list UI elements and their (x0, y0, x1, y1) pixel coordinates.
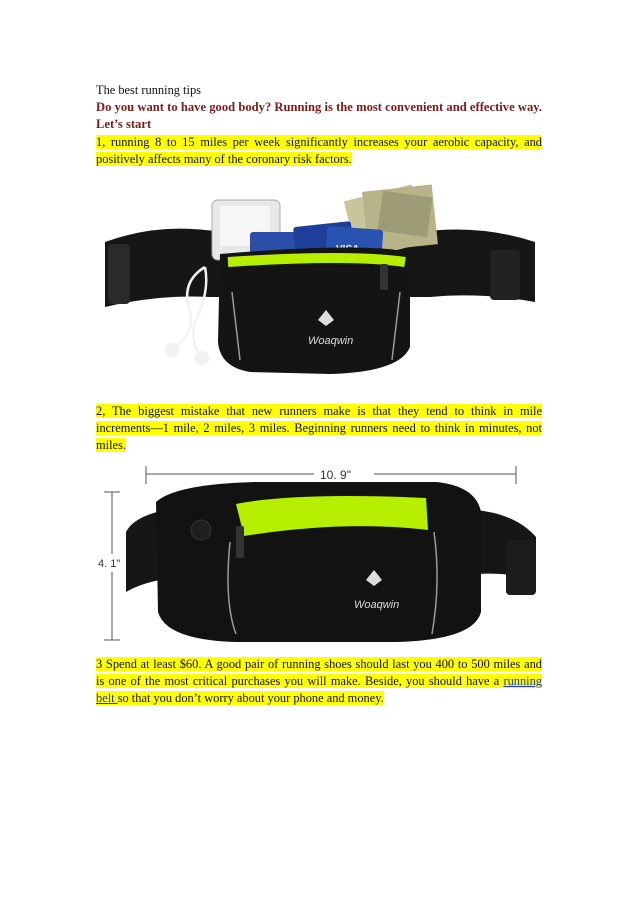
tip-1-text: 1, running 8 to 15 miles per week significantly increases your aerobic capacity, and positively affects many of the coronary risk factors. (96, 135, 542, 166)
tip-3-text-before: 3 Spend at least $60. A good pair of running shoes should last you 400 to 500 miles and is one of the most critical purchases you will make. Beside, you should have a (96, 657, 542, 688)
tip-2-paragraph (96, 403, 542, 454)
running-belt-link[interactable]: running belt (96, 674, 542, 705)
right-buckle (506, 540, 536, 595)
title: The best running tips (96, 83, 201, 97)
tip-3-text-after: so that you don’t worry about your phone and money. (117, 691, 384, 705)
zipper-pull (236, 526, 244, 558)
left-buckle (108, 244, 130, 304)
tip-2-text: 2, The biggest mistake that new runners make is that they tend to think in mile increments—1 mile, 2 miles, 3 miles. Beginning runners need to think in minutes, not miles. (96, 404, 542, 452)
brand-label: Woaqwin (354, 599, 400, 611)
green-zipper (228, 258, 405, 262)
intro-text: Do you want to have good body? Running is the most convenient and effective way. Let’s start (96, 100, 542, 131)
zipper-pull (380, 264, 388, 290)
running-belt-photo (100, 182, 540, 392)
tip-1-paragraph (96, 134, 542, 168)
height-label: 4. 1" (98, 558, 121, 570)
right-buckle (490, 250, 520, 300)
headphone-port (191, 520, 211, 540)
belt-dimensions-photo (96, 462, 546, 652)
intro-paragraph (96, 99, 542, 133)
brand-label: Woaqwin (308, 335, 354, 347)
tip-3-paragraph (96, 656, 542, 707)
width-label: 10. 9" (320, 468, 351, 482)
